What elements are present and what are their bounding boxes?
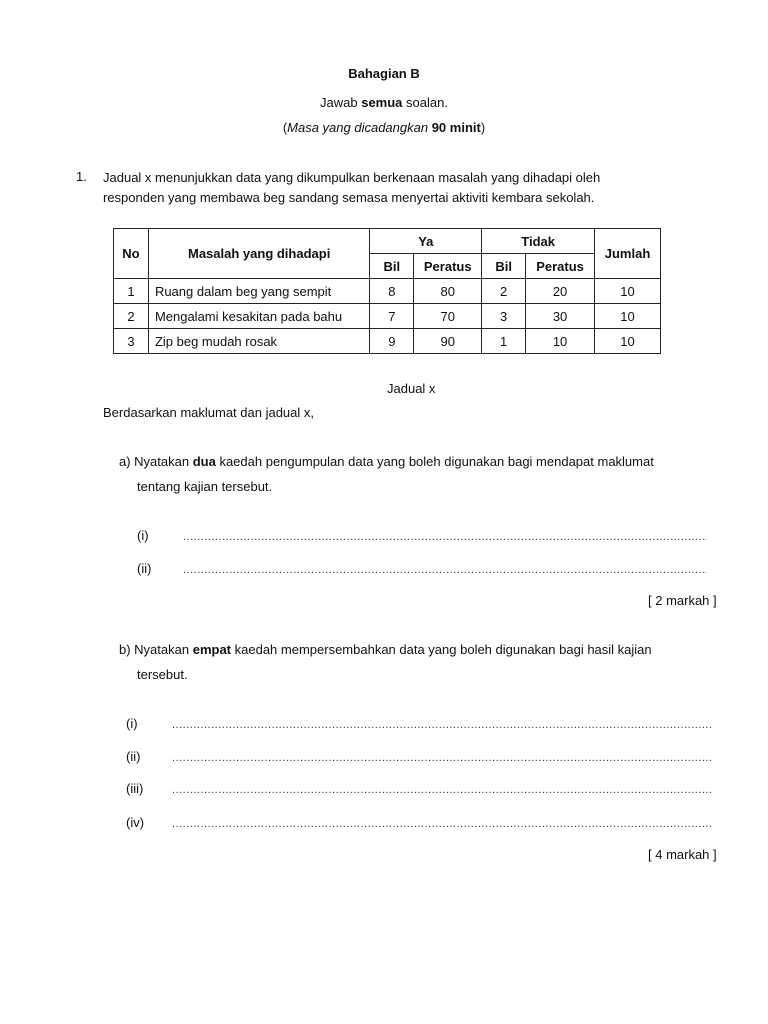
cell-yes-count: 7 [370,304,414,329]
cell-no-count: 2 [482,279,526,304]
table-row [114,279,661,304]
question-intro-line2: responden yang membawa beg sandang semasa menyertai aktiviti kembara sekolah. [103,190,595,205]
lead-in-text: Berdasarkan maklumat dan jadual x, [103,405,315,420]
table-caption: Jadual x [387,381,436,396]
cell-yes-percent: 70 [414,304,482,329]
part-b-suffix: kaedah mempersembahkan data yang boleh digunakan bagi hasil kajian [231,642,652,657]
answer-line-a-i[interactable] [183,530,707,544]
instruction-emphasis: semua [361,95,403,110]
part-a-emphasis: dua [192,454,216,469]
time-label: Masa yang dicadangkan [287,120,432,135]
header-no-count: Bil [482,254,526,279]
header-yes: Ya [370,229,482,254]
answer-line-b-iv[interactable] [172,817,712,831]
time-value: 90 minit [431,120,481,135]
cell-no-count: 1 [482,329,526,354]
answer-line-b-i[interactable] [172,718,712,732]
header-no: No [114,229,149,279]
part-a-label: a) [119,454,135,469]
answer-label-b-iv: (iv) [126,815,145,830]
part-b-marks: [ 4 markah ] [648,847,717,862]
header-no-percent: Peratus [526,254,595,279]
answer-label-a-i: (i) [137,528,149,543]
cell-total: 10 [595,329,661,354]
time-open-paren: ( [282,120,288,135]
part-a-prefix: Nyatakan [134,454,193,469]
cell-yes-percent: 80 [414,279,482,304]
cell-no-percent: 20 [526,279,595,304]
answer-line-b-iii[interactable] [172,783,712,797]
header-yes-percent: Peratus [414,254,482,279]
instruction-prefix: Jawab [320,95,362,110]
header-total: Jumlah [595,229,661,279]
cell-no: 2 [114,304,149,329]
cell-total: 10 [595,304,661,329]
section-title: Bahagian B [348,66,420,81]
cell-yes-percent: 90 [414,329,482,354]
table-row [114,329,661,354]
cell-problem: Mengalami kesakitan pada bahu [148,304,369,329]
instruction-suffix: soalan. [402,95,448,110]
answer-label-b-i: (i) [126,716,138,731]
header-yes-count: Bil [370,254,414,279]
part-a-marks: [ 2 markah ] [648,593,717,608]
part-a-line1 [119,454,654,469]
part-a-suffix: kaedah pengumpulan data yang boleh digunakan bagi mendapat maklumat [215,454,654,469]
answer-label-b-ii: (ii) [126,749,141,764]
table-row [114,304,661,329]
header-problem: Masalah yang dihadapi [148,229,369,279]
instruction-line [0,95,768,110]
part-a-line2: tentang kajian tersebut. [137,479,273,494]
answer-line-b-ii[interactable] [172,751,712,765]
cell-yes-count: 9 [370,329,414,354]
cell-no: 1 [114,279,149,304]
header-no-group: Tidak [482,229,595,254]
part-b-line2: tersebut. [137,667,188,682]
answer-label-a-ii: (ii) [137,561,152,576]
question-intro-line1: Jadual x menunjukkan data yang dikumpulkan berkenaan masalah yang dihadapi oleh [103,170,601,185]
cell-yes-count: 8 [370,279,414,304]
answer-line-a-ii[interactable] [183,563,707,577]
part-b-label: b) [119,642,135,657]
table-header-row [114,229,661,254]
cell-no: 3 [114,329,149,354]
cell-no-percent: 30 [526,304,595,329]
cell-no-count: 3 [482,304,526,329]
cell-total: 10 [595,279,661,304]
cell-no-percent: 10 [526,329,595,354]
answer-label-b-iii: (iii) [126,781,144,796]
time-close-paren: ) [480,120,486,135]
data-table [113,228,661,354]
cell-problem: Ruang dalam beg yang sempit [148,279,369,304]
question-number: 1. [76,169,87,184]
part-b-prefix: Nyatakan [134,642,193,657]
time-allocation [0,120,768,135]
cell-problem: Zip beg mudah rosak [148,329,369,354]
part-b-line1 [119,642,652,657]
part-b-emphasis: empat [192,642,232,657]
